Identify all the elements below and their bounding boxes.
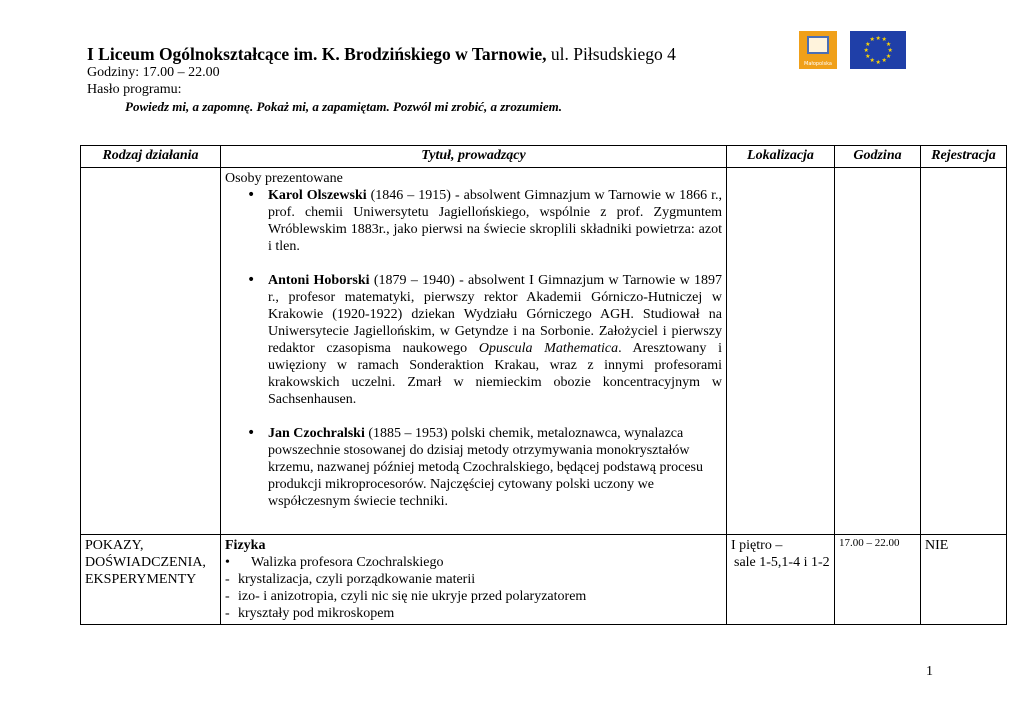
col-header-title: Tytuł, prowadzący bbox=[221, 146, 727, 168]
person-bio: (1846 – 1915) - absolwent Gimnazjum w Tarnowie w 1866 r., prof. chemii Uniwersytetu Jagiellońskiego, wspólnie z prof. Zygmuntem Wróblewskim 1883r., jako pierwsi na świecie skroplili składniki powietrza: azot i tlen. bbox=[268, 188, 722, 254]
motto-label: Hasło programu: bbox=[87, 82, 182, 97]
eu-star-icon: ★ bbox=[875, 58, 881, 66]
document-header bbox=[87, 44, 787, 115]
dash-mark: - bbox=[225, 606, 230, 621]
school-name: I Liceum Ogólnokształcące im. K. Brodzińskiego w Tarnowie, bbox=[87, 44, 547, 64]
eu-flag-logo bbox=[850, 31, 906, 69]
list-item bbox=[225, 187, 722, 255]
row1-time-cell bbox=[835, 168, 921, 535]
item-text: Walizka profesora Czochralskiego bbox=[251, 555, 444, 570]
location-line: I piętro – bbox=[731, 538, 783, 553]
item-text: kryształy pod mikroskopem bbox=[238, 606, 395, 621]
section-heading-text: Fizyka bbox=[225, 538, 266, 553]
list-item bbox=[225, 571, 722, 588]
eu-star-icon: ★ bbox=[865, 52, 871, 60]
item-text: izo- i anizotropia, czyli nic się nie ukryje przed polaryzatorem bbox=[238, 589, 587, 604]
opening-hours: Godziny: 17.00 – 22.00 bbox=[87, 65, 220, 80]
person-bio: (1879 – 1940) - absolwent I Gimnazjum w Tarnowie w 1897 r., profesor matematyki, pierwszy rektor Akademii Górniczo-Hutniczej w Krakowie (1920-1922) dziekan Wydziału Górniczego AGH. Studiował na Uniwersytecie Jagiellońskim, w Getyndze i na Sorbonie. Założyciel i pierwszy redaktor czasopisma naukowego bbox=[268, 273, 722, 356]
journal-title: Opuscula Mathematica bbox=[478, 341, 619, 356]
person-name: Karol Olszewski bbox=[268, 188, 367, 203]
col-header-registration: Rejestracja bbox=[921, 146, 1007, 168]
person-name: Antoni Hoborski bbox=[268, 273, 370, 288]
eu-star-icon: ★ bbox=[863, 46, 869, 54]
row2-time-cell: 17.00 – 22.00 bbox=[835, 535, 921, 625]
list-item bbox=[225, 588, 722, 605]
page-number: 1 bbox=[926, 664, 933, 679]
person-bio-cont: . Aresztowany i uwięziony w ramach Sonderaktion Krakau, wraz z innymi profesorami krakowskich uczelni. Zmarł w niemieckim obozie koncentracyjnym w Sachsenhausen. bbox=[268, 341, 722, 407]
activity-type-line: DOŚWIADCZENIA, bbox=[85, 555, 206, 570]
eu-star-icon: ★ bbox=[875, 34, 881, 42]
col-header-type: Rodzaj działania bbox=[81, 146, 221, 168]
table-row bbox=[81, 168, 1007, 535]
eu-star-icon: ★ bbox=[885, 52, 892, 60]
table-row bbox=[81, 535, 1007, 625]
section-heading bbox=[225, 537, 722, 554]
malopolska-emblem-icon bbox=[807, 36, 829, 54]
row1-registration-cell bbox=[921, 168, 1007, 535]
eu-star-icon: ★ bbox=[887, 46, 893, 54]
row2-registration-cell: NIE bbox=[921, 535, 1007, 625]
eu-star-icon: ★ bbox=[869, 56, 875, 64]
dash-mark: - bbox=[225, 589, 230, 604]
item-text: krystalizacja, czyli porządkowanie materii bbox=[238, 572, 476, 587]
list-item bbox=[225, 605, 722, 622]
activity-type-line: POKAZY, bbox=[85, 538, 144, 553]
eu-star-icon: ★ bbox=[881, 36, 887, 44]
list-item bbox=[225, 554, 722, 571]
dash-mark: - bbox=[225, 572, 230, 587]
row1-location-cell bbox=[727, 168, 835, 535]
row1-type-cell bbox=[81, 168, 221, 535]
col-header-location: Lokalizacja bbox=[727, 146, 835, 168]
school-title bbox=[87, 44, 787, 64]
person-name: Jan Czochralski bbox=[268, 426, 365, 441]
location-line: sale 1-5,1-4 i 1-2 bbox=[734, 555, 830, 570]
eu-star-icon: ★ bbox=[865, 40, 871, 48]
people-intro: Osoby prezentowane bbox=[225, 171, 343, 186]
eu-star-icon: ★ bbox=[885, 40, 892, 48]
bullet-mark: • bbox=[225, 555, 230, 570]
people-list bbox=[225, 187, 722, 510]
person-bio: (1885 – 1953) polski chemik, metaloznawca, wynalazca powszechnie stosowanej do dzisiaj metody otrzymywania monokryształów krzemu, nazwanej później metodą Czochralskiego, będącej podstawą procesu produkcji mikroprocesorów. Najczęściej cytowany polski uczony we współczesnym świecie techniki. bbox=[268, 426, 703, 509]
eu-star-icon: ★ bbox=[881, 56, 887, 64]
row2-title-cell bbox=[221, 535, 727, 625]
eu-star-icon: ★ bbox=[869, 36, 875, 44]
row2-location-cell bbox=[727, 535, 835, 625]
row2-type-cell bbox=[81, 535, 221, 625]
malopolska-logo-label: Małopolska bbox=[804, 61, 832, 67]
row1-title-cell bbox=[221, 168, 727, 535]
list-item bbox=[225, 272, 722, 408]
list-item bbox=[225, 425, 722, 510]
motto-text: Powiedz mi, a zapomnę. Pokaż mi, a zapamiętam. Pozwól mi zrobić, a zrozumiem. bbox=[125, 99, 562, 114]
malopolska-logo bbox=[799, 31, 837, 69]
schedule-table bbox=[80, 145, 1007, 625]
activity-type-line: EKSPERYMENTY bbox=[85, 572, 197, 587]
col-header-time: Godzina bbox=[835, 146, 921, 168]
school-address: ul. Piłsudskiego 4 bbox=[546, 44, 676, 64]
table-header-row bbox=[81, 146, 1007, 168]
